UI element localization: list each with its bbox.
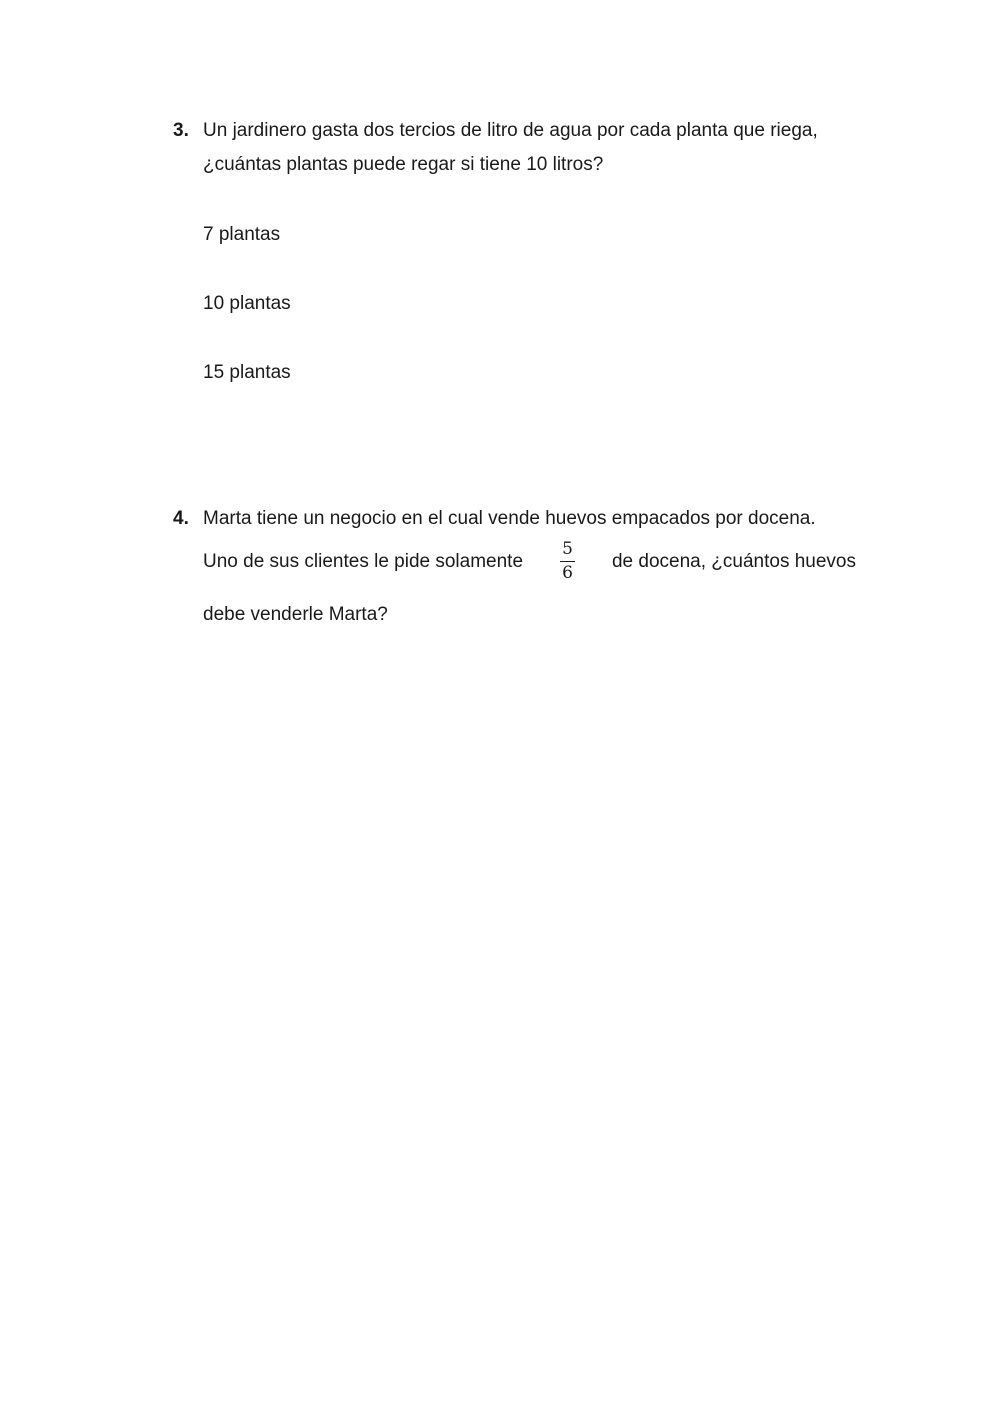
answer-option[interactable]: 15 plantas [203,362,291,383]
answer-option[interactable]: 7 plantas [203,224,281,245]
question-number: 4. [173,508,189,529]
question-text-line-with-fraction [203,541,856,582]
question-text-line: debe venderle Marta? [203,604,388,625]
question-number: 3. [173,120,189,141]
question-text-segment: de docena, ¿cuántos huevos [611,550,856,572]
question-text-segment: Uno de sus clientes le pide solamente [203,550,524,572]
fraction-numerator: 5 [560,541,575,562]
fraction [560,541,575,582]
question-text-line: Un jardinero gasta dos tercios de litro de agua por cada planta que riega, [203,120,818,141]
answer-option[interactable]: 10 plantas [203,293,291,314]
fraction-denominator: 6 [562,563,573,583]
question-text-line: Marta tiene un negocio en el cual vende huevos empacados por docena. [203,508,816,529]
question-text-line: ¿cuántas plantas puede regar si tiene 10 litros? [203,154,604,175]
